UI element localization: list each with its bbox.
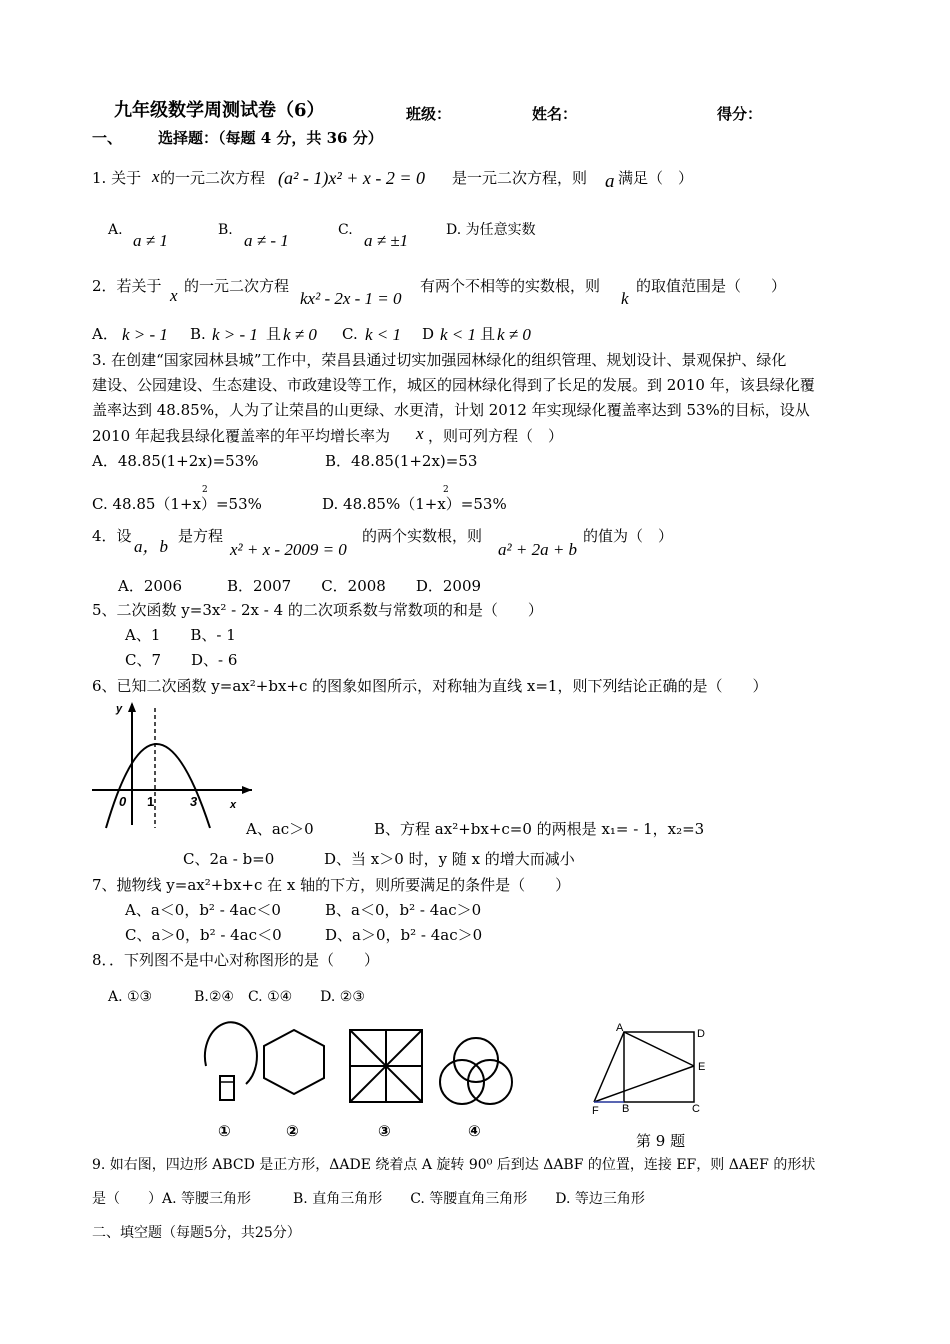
q9-square-figure [588, 1024, 718, 1124]
q6-x-axis-arrow [242, 786, 252, 794]
q4-options: A．2006 B．2007 C．2008 D．2009 [118, 577, 482, 595]
q2-option-d-2: k ≠ 0 [497, 325, 531, 344]
q1-option-c: a ≠ ±1 [364, 231, 409, 250]
q7-option-b: B、a＜0，b² - 4ac＞0 [325, 901, 482, 919]
q1-option-d: D. 为任意实数 [446, 222, 536, 238]
q2-option-b-1: k > - 1 [212, 325, 258, 344]
q6-parabola-graph [92, 700, 262, 830]
q8-figure-4-trefoil [440, 1038, 512, 1104]
q1-var-x: x [152, 167, 160, 186]
q9-square-abcd [624, 1032, 694, 1102]
q2-text-b: 的一元二次方程 [184, 277, 290, 295]
q2-equation: kx² - 2x - 1 = 0 [300, 289, 402, 308]
q4-text-d: 的值为（ ） [583, 527, 674, 545]
q6-tick-1: 1 [147, 794, 155, 809]
page-title: 九年级数学周测试卷（6） [114, 100, 325, 121]
q9-line-1: 9. 如右图，四边形 ABCD 是正方形，ΔADE 绕着点 A 旋转 90⁰ 后到达 ΔABF 的位置，连接 EF，则 ΔAEF 的形状 [92, 1157, 816, 1173]
q9-label-d: D [697, 1028, 705, 1040]
q3-option-a: A．48.85(1+2x)=53% [92, 452, 259, 470]
q3-line-3: 盖率达到 48.85%，人为了让荣昌的山更绿、水更清，计划 2012 年实现绿化覆盖率达到 53%的目标，设从 [92, 401, 810, 419]
q2-option-d-and: 且 [480, 325, 496, 343]
q6-tick-3: 3 [190, 794, 198, 809]
q7-option-c: C、a＞0，b² - 4ac＜0 [125, 926, 282, 944]
q9-label-b: B [622, 1103, 630, 1115]
q2-option-a: k > - 1 [122, 325, 168, 344]
q3-var-x: x [416, 424, 424, 443]
name-label: 姓名： [532, 105, 578, 123]
q2-var-k: k [621, 289, 629, 308]
q2-text-c: 有两个不相等的实数根，则 [420, 277, 601, 295]
q1-text-c: 是一元二次方程，则 [452, 169, 588, 187]
q2-option-d-1: k < 1 [440, 325, 477, 344]
q3-line-4a: 2010 年起我县绿化覆盖率的年平均增长率为 [92, 427, 390, 445]
q3-line-4b: ，则可列方程（ ） [428, 427, 564, 445]
q6-option-b: B、方程 ax²+bx+c=0 的两根是 x₁= - 1，x₂=3 [374, 820, 705, 838]
q3-option-d: D. 48.85%（1+x）=53% [322, 495, 507, 513]
q8-options: A. ①③ B.②④ C. ①④ D. ②③ [108, 989, 365, 1005]
q4-text-b: 是方程 [178, 527, 224, 545]
q9-segment-af [594, 1032, 624, 1102]
q2-option-b-and: 且 [266, 325, 282, 343]
q2-var-x: x [170, 286, 178, 305]
q2-option-c-label: C. [342, 325, 358, 343]
q6-tick-0: 0 [119, 794, 127, 809]
q1-text-d: 满足（ ） [618, 169, 694, 187]
q4-equation: x² + x - 2009 = 0 [230, 540, 347, 559]
q6-y-label: y [116, 703, 123, 715]
q3-option-b: B．48.85(1+2x)=53 [325, 452, 478, 470]
q6-y-axis-arrow [128, 702, 136, 712]
q6-x-label: x [230, 799, 237, 811]
q2-text-d: 的取值范围是（ ） [636, 277, 787, 295]
q6-option-c: C、2a - b=0 [183, 850, 275, 868]
q2-text-a: 2．若关于 [92, 277, 162, 295]
q1-option-b: a ≠ - 1 [244, 231, 289, 250]
q9-label-c: C [692, 1103, 700, 1115]
q1-text-b: 的一元二次方程 [160, 169, 266, 187]
q9-segment-ef [594, 1066, 694, 1102]
q8-figures [198, 1026, 528, 1146]
q3-line-2: 建设、公园建设、生态建设、市政建设等工作，城区的园林绿化得到了长足的发展。到 2010 年，该县绿化覆 [92, 376, 815, 394]
q7-text: 7、抛物线 y=ax²+bx+c 在 x 轴的下方，则所要满足的条件是（ ） [92, 876, 571, 894]
q2-option-b-label: B. [190, 325, 206, 343]
q9-label-a: A [616, 1022, 624, 1034]
q6-parabola [106, 744, 210, 828]
q6-option-d: D、当 x＞0 时，y 随 x 的增大而减小 [324, 850, 575, 868]
section1-number: 一、 [92, 129, 123, 147]
q1-option-b-label: B. [218, 222, 233, 238]
q1-option-a-label: A. [108, 222, 123, 238]
q8-figure-3-pinwheel [350, 1030, 422, 1102]
q4-vars: a，b [134, 537, 168, 556]
q6-text: 6、已知二次函数 y=ax²+bx+c 的图象如图所示，对称轴为直线 x=1，则下列结论正确的是（ ） [92, 677, 768, 695]
q3-line-1: 3. 在创建“国家园林县城”工作中，荣昌县通过切实加强园林绿化的组织管理、规划设计、景观保护、绿化 [92, 351, 787, 369]
q8-text: 8．．下列图不是中心对称图形的是（ ） [92, 951, 380, 969]
q7-option-a: A、a＜0，b² - 4ac＜0 [125, 901, 281, 919]
q2-option-c: k < 1 [365, 325, 402, 344]
q1-option-a: a ≠ 1 [133, 231, 168, 250]
q5-options-cd: C、7 D、- 6 [125, 651, 238, 669]
q7-option-d: D、a＞0，b² - 4ac＞0 [325, 926, 483, 944]
q4-text-c: 的两个实数根，则 [362, 527, 483, 545]
q2-option-b-2: k ≠ 0 [283, 325, 317, 344]
q5-options-ab: A、1 B、- 1 [125, 626, 236, 644]
q8-label-2: ② [286, 1122, 299, 1140]
q8-label-4: ④ [468, 1122, 481, 1140]
q9-line-2: 是（ ）A. 等腰三角形 B. 直角三角形 C. 等腰直角三角形 D. 等边三角形 [92, 1191, 645, 1207]
q8-figure-2-hexagon [264, 1030, 324, 1094]
q9-segment-ae [624, 1032, 694, 1066]
q6-option-a: A、ac＞0 [246, 820, 314, 838]
q3-option-d-exponent: 2 [443, 485, 449, 495]
q1-var-a: a [605, 171, 615, 192]
q3-option-c: C. 48.85（1+x）=53% [92, 495, 262, 513]
q2-option-d-label: D [422, 325, 435, 343]
q5-text: 5、二次函数 y=3x² - 2x - 4 的二次项系数与常数项的和是（ ） [92, 601, 543, 619]
q4-text-a: 4．设 [92, 527, 132, 545]
q1-equation: (a² - 1)x² + x - 2 = 0 [278, 168, 426, 188]
q3-option-c-exponent: 2 [202, 485, 208, 495]
q8-label-1: ① [218, 1122, 231, 1140]
q8-label-3: ③ [378, 1122, 391, 1140]
section2-title: 二、填空题（每题5分，共25分） [92, 1225, 301, 1241]
q1-option-c-label: C. [338, 222, 353, 238]
score-label: 得分： [717, 105, 763, 123]
q4-expr: a² + 2a + b [498, 540, 578, 559]
q9-label-f: F [592, 1105, 599, 1117]
q9-figure-caption: 第 9 题 [636, 1132, 686, 1150]
q1-text-a: 1. 关于 [92, 169, 142, 187]
section1-title: 选择题：（每题 4 分，共 36 分） [158, 129, 383, 147]
q8-figure-1-paddle [205, 1022, 257, 1100]
class-label: 班级： [406, 105, 452, 123]
q9-label-e: E [698, 1061, 706, 1073]
q2-option-a-label: A． [92, 325, 118, 343]
